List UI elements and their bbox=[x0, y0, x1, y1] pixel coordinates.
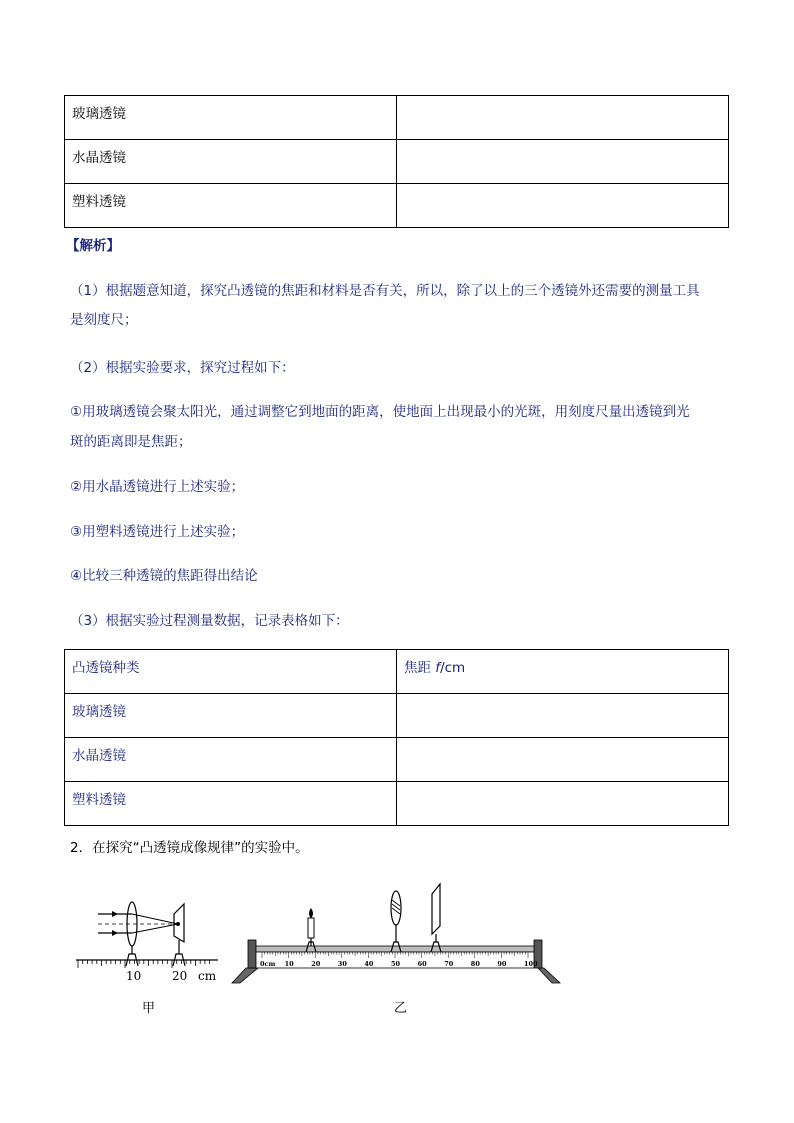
scale-label: 10 bbox=[284, 960, 294, 968]
table-row bbox=[65, 96, 729, 140]
figure-yi bbox=[228, 878, 568, 1020]
table-cell bbox=[397, 184, 729, 228]
scale-label: 70 bbox=[444, 960, 454, 968]
focal-length-table bbox=[64, 649, 729, 826]
header-lens-type: 凸透镜种类 bbox=[65, 650, 397, 694]
scale-label: 40 bbox=[364, 960, 374, 968]
figure-caption-yi: 乙 bbox=[394, 1001, 408, 1016]
refracted-ray-bottom bbox=[132, 924, 178, 933]
table-row bbox=[65, 782, 729, 826]
analysis-step3: ③用塑料透镜进行上述实验； bbox=[70, 524, 245, 540]
tick-label-10: 10 bbox=[126, 969, 142, 983]
bench-leg-left bbox=[232, 968, 258, 983]
question-2-text: 2．在探究“凸透镜成像规律”的实验中。 bbox=[70, 840, 309, 856]
table-cell bbox=[397, 694, 729, 738]
figure-caption-jia: 甲 bbox=[142, 1001, 156, 1016]
table-cell: 玻璃透镜 bbox=[65, 694, 397, 738]
table-cell: 水晶透镜 bbox=[65, 140, 397, 184]
figure-yi-diagram bbox=[228, 878, 568, 1020]
lens-table-top bbox=[64, 95, 729, 228]
header-focal-var: f bbox=[435, 660, 441, 676]
table-row bbox=[65, 140, 729, 184]
table-header-row bbox=[65, 650, 729, 694]
analysis-p1-line2: 是刻度尺； bbox=[70, 312, 138, 328]
scale-label: 60 bbox=[417, 960, 427, 968]
analysis-heading: 【解析】 bbox=[66, 238, 120, 254]
header-focal-prefix: 焦距 bbox=[404, 660, 436, 676]
table-cell: 玻璃透镜 bbox=[65, 96, 397, 140]
table-cell: 塑料透镜 bbox=[65, 184, 397, 228]
analysis-p3: （3）根据实验过程测量数据，记录表格如下： bbox=[70, 613, 349, 629]
table-row bbox=[65, 184, 729, 228]
unit-label-cm: cm bbox=[198, 969, 217, 983]
analysis-step2: ②用水晶透镜进行上述实验； bbox=[70, 479, 245, 495]
table-cell: 水晶透镜 bbox=[65, 738, 397, 782]
refracted-ray-top bbox=[132, 914, 178, 924]
table-row bbox=[65, 694, 729, 738]
table-cell bbox=[397, 782, 729, 826]
light-screen-icon bbox=[432, 884, 440, 934]
analysis-p2: （2）根据实验要求，探究过程如下： bbox=[70, 360, 295, 376]
optical-rail bbox=[256, 946, 534, 952]
candle-flame-icon bbox=[309, 908, 313, 918]
table-cell bbox=[397, 96, 729, 140]
bench-leg-right bbox=[538, 968, 560, 983]
scale-label: 20 bbox=[311, 960, 321, 968]
bench-end-left bbox=[248, 940, 256, 968]
scale-label: 0cm bbox=[260, 960, 276, 968]
table-cell bbox=[397, 738, 729, 782]
table-cell bbox=[397, 140, 729, 184]
ray-arrow-top bbox=[112, 911, 118, 917]
scale-label: 100 bbox=[524, 960, 538, 968]
analysis-step4: ④比较三种透镜的焦距得出结论 bbox=[70, 568, 258, 584]
analysis-p1-line1: （1）根据题意知道，探究凸透镜的焦距和材料是否有关，所以，除了以上的三个透镜外还需要的测量工具 bbox=[70, 283, 700, 299]
figure-jia-diagram bbox=[70, 880, 230, 1020]
analysis-step1-line2: 斑的距离即是焦距； bbox=[70, 434, 192, 450]
candle-icon bbox=[308, 918, 314, 938]
scale-label: 30 bbox=[337, 960, 347, 968]
header-focal-unit: /cm bbox=[440, 660, 466, 676]
focal-point bbox=[176, 922, 180, 926]
tick-label-20: 20 bbox=[172, 969, 188, 983]
ray-arrow-bottom bbox=[112, 930, 118, 936]
table-row bbox=[65, 738, 729, 782]
figure-jia bbox=[70, 880, 230, 1020]
table-cell: 塑料透镜 bbox=[65, 782, 397, 826]
analysis-step1-line1: ①用玻璃透镜会聚太阳光，通过调整它到地面的距离，使地面上出现最小的光斑，用刻度尺量出透镜到光 bbox=[70, 404, 690, 420]
scale-label: 90 bbox=[497, 960, 507, 968]
ruler-ticks bbox=[78, 960, 210, 968]
header-focal-length bbox=[397, 650, 729, 694]
scale-label: 50 bbox=[391, 960, 401, 968]
scale-label: 80 bbox=[470, 960, 480, 968]
